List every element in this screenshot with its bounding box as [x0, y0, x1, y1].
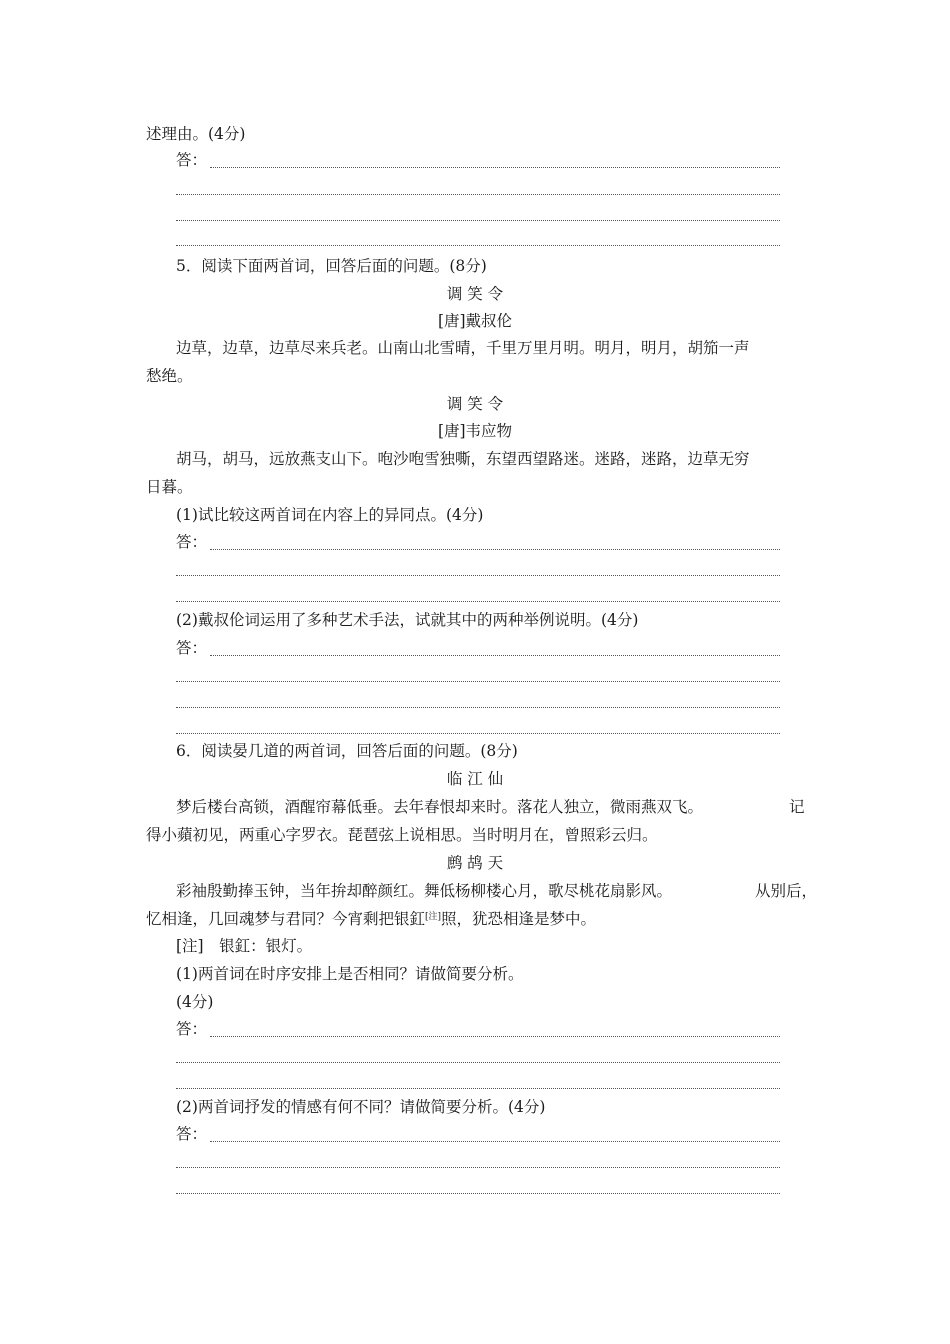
answer-line	[176, 733, 780, 734]
q4-answer-field[interactable]	[176, 150, 780, 170]
q6-sub2-question: (2)两首词抒发的情感有何不同？请做简要分析。(4分)	[176, 1098, 546, 1116]
q6-poem1-line2: 得小蘋初见，两重心字罗衣。琵琶弦上说相思。当时明月在，曾照彩云归。	[146, 826, 658, 844]
answer-line	[176, 707, 780, 708]
answer-line	[210, 549, 780, 550]
q6-poem2-line2	[146, 909, 596, 929]
answer-label: 答：	[176, 1125, 208, 1143]
q5-poem1-title: 调 笑 令	[446, 285, 504, 303]
answer-label: 答：	[176, 639, 208, 657]
q6-poem1-line1: 梦后楼台高锁，酒醒帘幕低垂。去年春恨却来时。落花人独立，微雨燕双飞。	[176, 798, 704, 816]
q5-poem1-line1: 边草，边草，边草尽来兵老。山南山北雪晴，千里万里月明。明月，明月，胡笳一声	[176, 339, 750, 357]
q6-poem1-title: 临 江 仙	[446, 770, 504, 788]
q5-sub1-question: (1)试比较这两首词在内容上的异同点。(4分)	[176, 506, 484, 524]
q6-poem1-line1-end: 记	[789, 798, 805, 816]
q5-sub1-answer-field[interactable]	[176, 532, 780, 552]
q5-sub2-answer-field[interactable]	[176, 638, 780, 658]
answer-line	[176, 194, 780, 195]
q6-stem: 6．阅读晏几道的两首词，回答后面的问题。(8分)	[176, 742, 518, 760]
answer-line	[176, 681, 780, 682]
q5-sub2-question: (2)戴叔伦词运用了多种艺术手法，试就其中的两种举例说明。(4分)	[176, 611, 639, 629]
answer-line	[176, 575, 780, 576]
q6-poem2-line2-text-end: 照，犹恐相逢是梦中。	[441, 910, 597, 928]
q5-stem: 5．阅读下面两首词，回答后面的问题。(8分)	[176, 257, 487, 275]
q5-poem2-line2: 日暮。	[146, 478, 193, 496]
q5-poem2-title: 调 笑 令	[446, 395, 504, 413]
q4-tail-text: 述理由。(4分)	[146, 125, 246, 143]
answer-line	[210, 167, 780, 168]
answer-line	[210, 655, 780, 656]
answer-line	[176, 1062, 780, 1063]
footnote-mark: [注]	[425, 912, 442, 922]
q6-sub2-answer-field[interactable]	[176, 1124, 780, 1144]
answer-line	[176, 1167, 780, 1168]
q6-footnote: [注] 银釭：银灯。	[176, 937, 313, 955]
q6-poem2-line1: 彩袖殷勤捧玉钟，当年拚却醉颜红。舞低杨柳楼心月，歌尽桃花扇影风。	[176, 882, 673, 900]
answer-line	[176, 220, 780, 221]
q5-poem2-author: [唐]韦应物	[437, 422, 513, 440]
q6-sub1-answer-field[interactable]	[176, 1019, 780, 1039]
answer-label: 答：	[176, 151, 208, 169]
q5-poem1-line2: 愁绝。	[146, 367, 193, 385]
answer-label: 答：	[176, 533, 208, 551]
answer-line	[176, 1193, 780, 1194]
q6-sub1-question: (1)两首词在时序安排上是否相同？请做简要分析。	[176, 965, 524, 983]
q5-poem1-author: [唐]戴叔伦	[437, 312, 513, 330]
answer-line	[210, 1036, 780, 1037]
answer-line	[176, 601, 780, 602]
q6-poem2-line2-text: 忆相逢，几回魂梦与君同？今宵剩把银釭	[146, 910, 426, 928]
answer-label: 答：	[176, 1020, 208, 1038]
q6-sub1-points: (4分)	[176, 993, 214, 1011]
q6-poem2-title: 鹧 鸪 天	[446, 854, 504, 872]
q6-poem2-line1-end: 从别后，	[755, 882, 818, 900]
answer-line	[176, 245, 780, 246]
q5-poem2-line1: 胡马，胡马，远放燕支山下。咆沙咆雪独嘶，东望西望路迷。迷路，迷路，边草无穷	[176, 450, 750, 468]
answer-line	[210, 1141, 780, 1142]
answer-line	[176, 1088, 780, 1089]
